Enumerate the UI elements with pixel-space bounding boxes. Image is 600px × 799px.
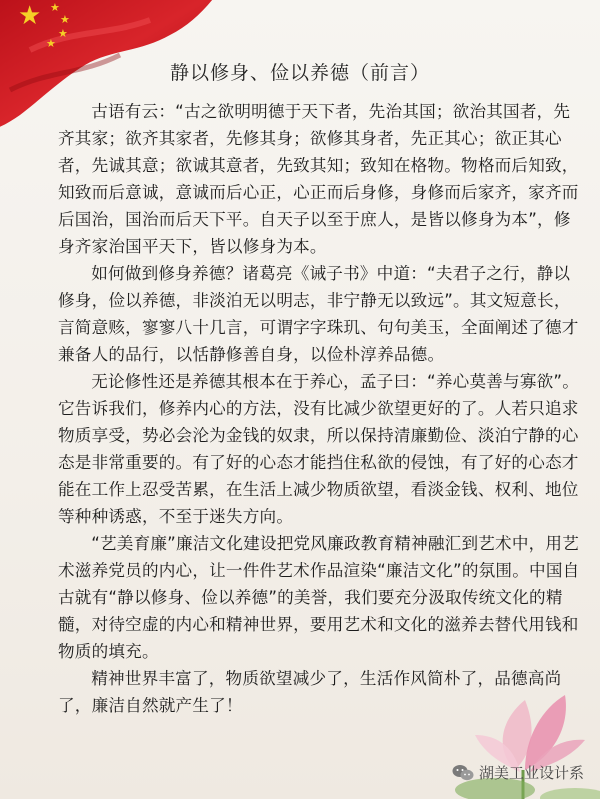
watermark-text: 湖美工业设计系 [479,764,585,782]
paragraph: “艺美育廉”廉洁文化建设把党风廉政教育精神融汇到艺术中，用艺术滋养党员的内心，让一件件艺术作品渲染“廉洁文化”的氛围。中国自古就有“静以修身、俭以养德”的美誉，我们要充分汲取传统文化的精髓，对待空虚的内心和精神世界，要用艺术和文化的滋养去替代用钱和物质的填充。 [58,534,580,661]
star-icon: ★ [60,13,70,26]
star-icon: ★ [18,1,42,31]
star-icon: ★ [58,27,68,40]
page-title: 静以修身、俭以养德（前言） [169,62,430,84]
paragraph: 古语有云：“古之欲明明德于天下者，先治其国；欲治其国者，先齐其家；欲齐其家者，先修其身；欲修其身者，先正其心；欲正其心者，先诚其意；欲诚其意者，先致其知；致知在格物。物格而后知致，知致而后意诚，意诚而后心正，心正而后身修，身修而后家齐，家齐而后国治，国治而后天下平。自天子以至于庶人，是皆以修身为本”，修身齐家治国平天下，皆以修身为本。 [58,102,579,256]
star-icon: ★ [46,37,56,50]
flag-stars [0,0,80,50]
paragraph: 如何做到修身养德？诸葛亮《诫子书》中道：“夫君子之行，静以修身，俭以养德，非淡泊无以明志，非宁静无以致远”。其文短意长，言简意赅，寥寥八十几言，可谓字字珠玑、句句美玉，全面阐述了德才兼备人的品行，以恬静修善自身，以俭朴淳养品德。 [58,264,579,364]
star-icon: ★ [50,1,60,14]
wechat-icon [452,764,474,782]
paragraph: 精神世界丰富了，物质欲望减少了，生活作风简朴了，品德高尚了，廉洁自然就产生了！ [58,669,562,715]
article-body [58,98,583,719]
watermark [452,762,584,783]
paragraph: 无论修性还是养德其根本在于养心，孟子曰：“养心莫善与寡欲”。它告诉我们，修养内心的方法，没有比减少欲望更好的了。人若只追求物质享受，势必会沦为金钱的奴隶，所以保持清廉勤俭、淡泊宁静的心态是非常重要的。有了好的心态才能挡住私欲的侵蚀，有了好的心态才能在工作上忍受苦累，在生活上减少物质欲望，看淡金钱、权利、地位等种种诱惑，不至于迷失方向。 [58,372,580,526]
